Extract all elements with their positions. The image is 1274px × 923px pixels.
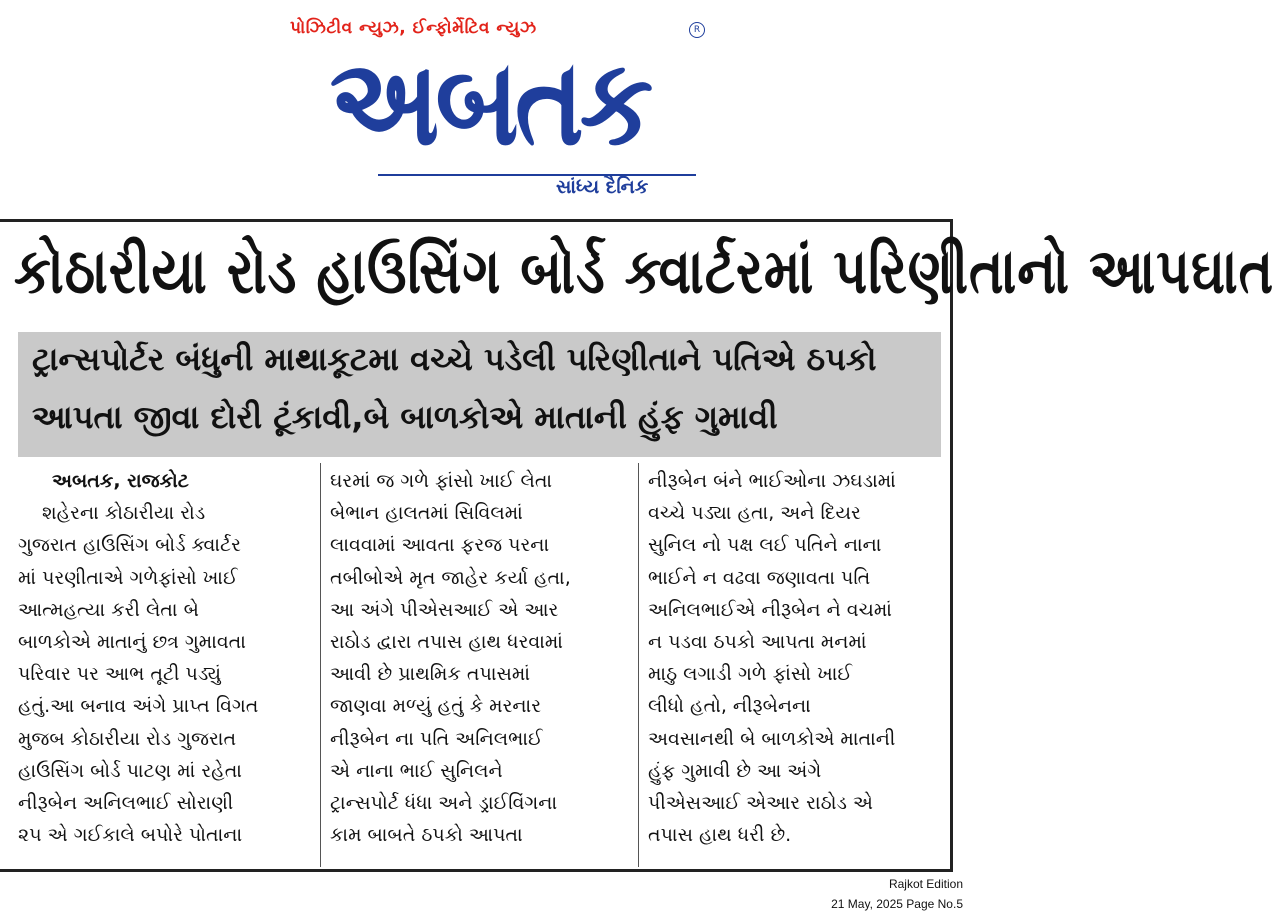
column-divider [638, 463, 639, 867]
masthead [0, 0, 970, 215]
body-line: કામ બાબતે ઠપકો આપતા [330, 824, 523, 847]
newspaper-logo: અબતક [329, 31, 650, 173]
body-line: અનિલભાઈએ નીરૂબેન ને વચમાં [648, 598, 892, 621]
article-subheadline-box [18, 332, 941, 457]
body-line: ઘરમાં જ ગળે ફાંસો ખાઈ લેતા [330, 470, 553, 492]
article-column-2 [330, 465, 626, 851]
body-line: લાવવામાં આવતા ફરજ પરના [330, 534, 550, 557]
body-line: શહેરના કોઠારીયા રોડ [42, 502, 206, 525]
body-line: પરિવાર પર આભ તૂટી પડ્યું [18, 663, 222, 686]
body-line: ગુજરાત હાઉસિંગ બોર્ડ ક્વાર્ટર [18, 534, 241, 557]
subheadline-line-2: આપતા જીવા દોરી ટૂંકાવી,બે બાળકોએ માતાની હુંફ ગુમાવી [32, 398, 778, 436]
article-column-3 [648, 465, 944, 851]
date-page-label: 21 May, 2025 Page No.5 [831, 897, 963, 911]
registered-trademark-icon: R [689, 22, 705, 38]
body-line: નીરૂબેન અનિલભાઈ સોરાણી [18, 792, 234, 815]
body-line: હતું.આ બનાવ અંગે પ્રાપ્ત વિગત [18, 695, 259, 718]
body-line: લીધો હતો, નીરૂબેનના [648, 695, 811, 718]
body-line: ભાઈને ન વઢવા જણાવતા પતિ [648, 566, 871, 589]
body-line: હાઉસિંગ બોર્ડ પાટણ માં રહેતા [18, 759, 242, 782]
body-line: પીએસઆઈ એઆર રાઠોડ એ [648, 792, 873, 815]
body-line: બેભાન હાલતમાં સિવિલમાં [330, 502, 523, 525]
article-headline: કોઠારીયા રોડ હાઉસિંગ બોર્ડ ક્વાર્ટરમાં પરિણીતાનો આપઘાત [14, 236, 1274, 308]
body-line: વચ્ચે પડ્યા હતા, અને દિયર [648, 502, 861, 525]
body-line: ૨૫ એ ગઈકાલે બપોરે પોતાના [18, 824, 243, 847]
body-line: હુંફ ગુમાવી છે આ અંગે [648, 759, 822, 782]
body-line: તપાસ હાથ ધરી છે. [648, 824, 792, 847]
body-line: રાઠોડ દ્વારા તપાસ હાથ ધરવામાં [330, 631, 563, 654]
article-dateline: અબતક, રાજકોટ [52, 470, 189, 492]
body-line: માં પરણીતાએ ગળેફાંસો ખાઈ [18, 566, 238, 589]
masthead-tagline: પોઝિટીવ ન્યુઝ, ઈન્ફોર્મેટિવ ન્યુઝ [290, 18, 537, 38]
body-line: માઠુ લગાડી ગળે ફાંસો ખાઈ [648, 663, 853, 686]
body-line: જાણવા મળ્યું હતું કે મરનાર [330, 695, 542, 718]
body-line: મુજબ કોઠારીયા રોડ ગુજરાત [18, 727, 237, 750]
body-line: આ અંગે પીએસઆઈ એ આર [330, 598, 559, 621]
column-divider [320, 463, 321, 867]
edition-label: Rajkot Edition [888, 877, 963, 891]
article-column-1 [18, 465, 310, 851]
body-line: ન પડવા ઠપકો આપતા મનમાં [648, 631, 867, 654]
body-line: અવસાનથી બે બાળકોએ માતાની [648, 727, 896, 750]
body-line: નીરૂબેન ના પતિ અનિલભાઈ [330, 727, 543, 750]
logo-underline [378, 174, 696, 176]
subheadline-line-1: ટ્રાન્સપોર્ટર બંધુની માથાકૂટમા વચ્ચે પડેલી પરિણીતાને પતિએ ઠપકો [32, 340, 877, 378]
edition-type-label: સાંધ્ય દૈનિક [556, 176, 649, 198]
body-line: નીરૂબેન બંને ભાઈઓના ઝઘડામાં [648, 470, 896, 492]
body-line: આત્મહત્યા કરી લેતા બે [18, 598, 199, 621]
body-line: એ નાના ભાઈ સુનિલને [330, 759, 503, 782]
body-line: ટ્રાન્સપોર્ટ ધંધા અને ડ્રાઈવિંગના [330, 792, 558, 815]
news-article [0, 219, 1274, 872]
body-line: તબીબોએ મૃત જાહેર કર્યા હતા, [330, 566, 571, 589]
body-line: સુનિલ નો પક્ષ લઈ પતિને નાના [648, 534, 882, 557]
body-line: બાળકોએ માતાનું છત્ર ગુમાવતા [18, 631, 246, 654]
body-line: આવી છે પ્રાથમિક તપાસમાં [330, 663, 530, 686]
